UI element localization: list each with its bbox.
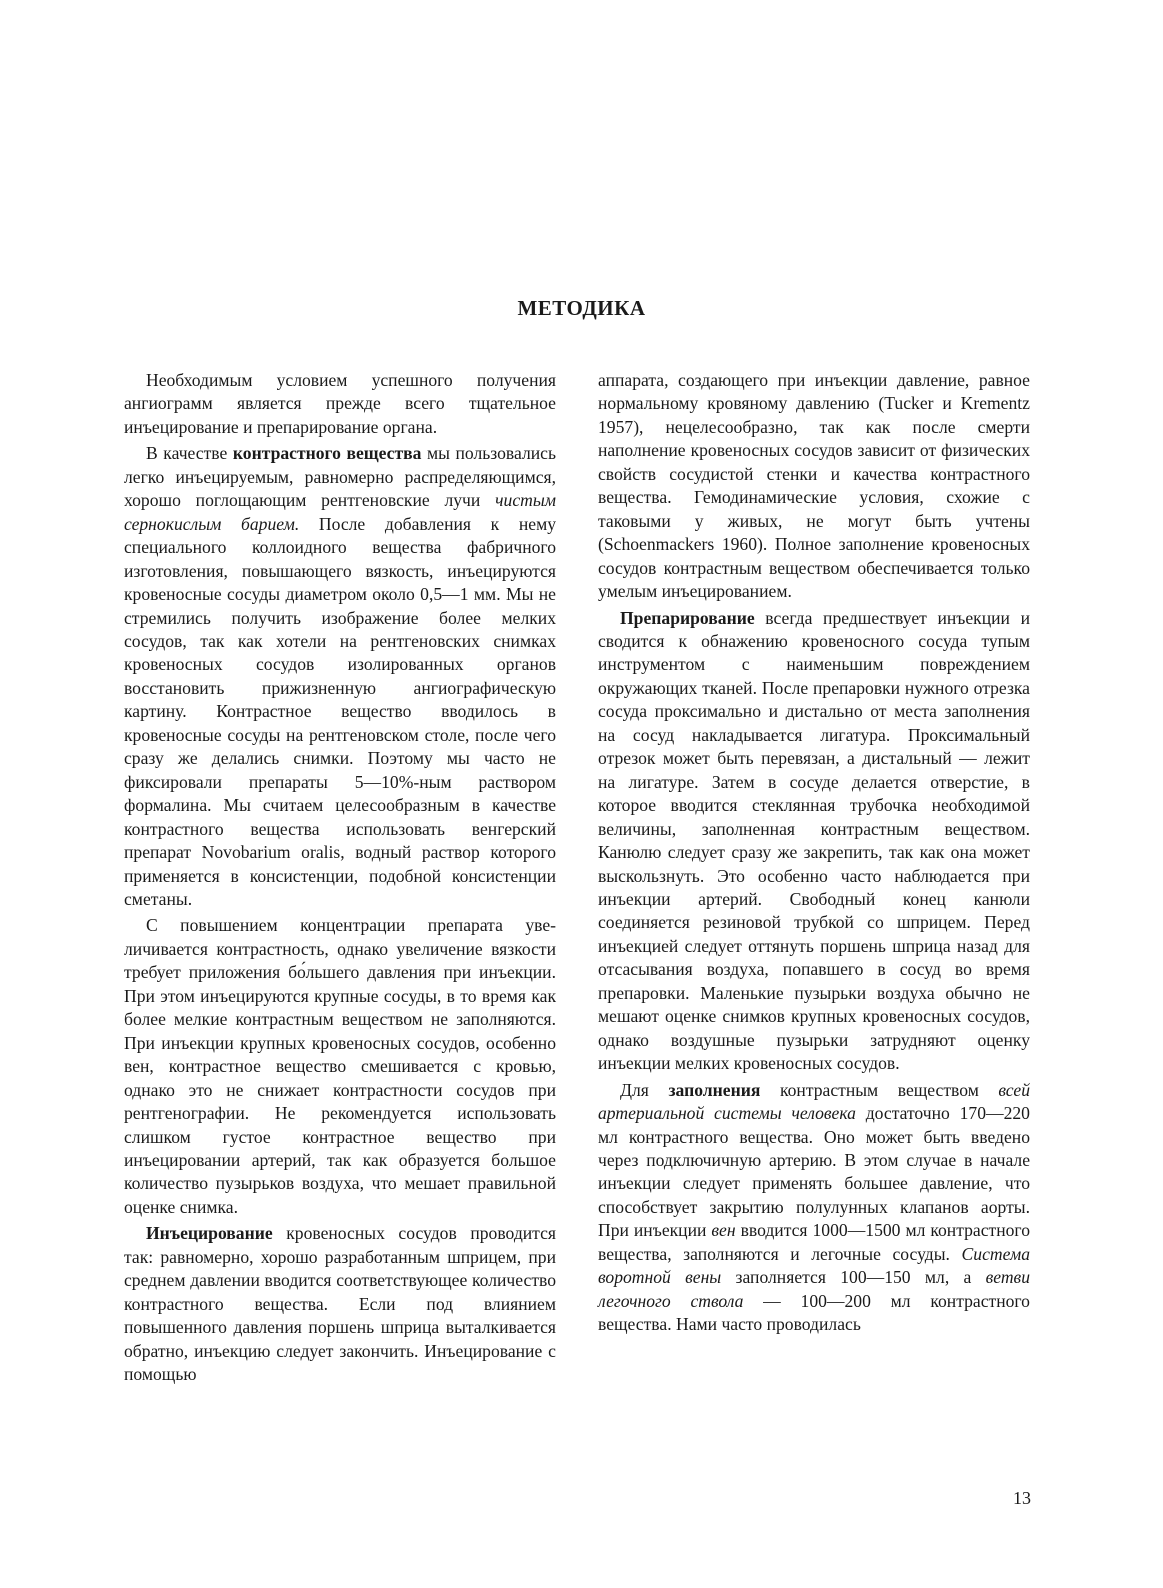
italic-term: Система воротной вены bbox=[598, 1243, 1030, 1288]
bold-term: контрастного вещества bbox=[232, 443, 422, 464]
italic-term: всей артериальной системы человека bbox=[598, 1079, 1030, 1124]
paragraph-text: аппарата, создающего при инъекции давление, равное нормальному кровяному давлению (Tucker и Krementz 1957), нецелесообразно, так как после смерти наполнение кровеносных сосудов зависит от физических свойств сосудистой стенки и качества контрастного вещества. Гемодинамические условия, схожие с таковыми у живых, не могут быть учтены (Schoenmackers 1960). Полное заполнение кровеносных сосудов контрастным веществом обеспечивается только умелым инъецированием. bbox=[598, 370, 1030, 602]
paragraph-text: Для bbox=[620, 1079, 669, 1100]
paragraph-text: заполняется 100—150 мл, а bbox=[721, 1267, 986, 1288]
italic-term: вен bbox=[711, 1220, 736, 1241]
paragraph bbox=[598, 369, 1030, 604]
paragraph-text: После добавления к нему специального коллоидного вещества фабричного изготовления, повышающего вязкость, инъецируются кровеносные сосуды диаметром около 0,5—1 мм. Мы не стремились получить изображение более мелких сосудов, так как хотели на рентгеновских снимках кровеносных сосудов изолированных органов восстановить прижизненную ангиографическую картину. Контрастное вещество вводилось в кровеносные сосуды на рентгеновском столе, после чего сразу же делались снимки. Поэтому мы часто не фиксировали препараты 5—10%-ным раствором формалина. Мы считаем целесообразным в качестве контрастного вещества использовать венгерский препарат Novobarium oralis, водный раствор которого применяется в консистенции, подобной консистенции сметаны. bbox=[124, 513, 556, 909]
paragraph-text: всегда предшествует инъекции и сводится к обнажению кровеносного сосуда тупым инструментом с наименьшим повреждением окружающих тканей. После препаровки нужного отрезка сосуда проксимально и дистально от места заполнения на сосуд накладывается лигатура. Проксимальный отрезок может быть перевязан, а дистальный — лежит на лигатуре. Затем в сосуде делается отверстие, в которое вводится стеклянная трубочка необходимой величины, заполненная контрастным веществом. Канюлю следует сразу же закрепить, так как она может выскользнуть. Это особенно часто наблюдается при инъекции артерий. Свободный конец канюли соединяется резиновой трубкой со шприцем. Перед инъекцией следует оттянуть поршень шприца назад для отсасывания воздуха, попавшего в сосуд во время препаровки. Маленькие пузырьки воздуха обычно не мешают оценке снимков крупных кровеносных сосудов, однако воздушные пузырьки затрудняют оценку инъекции мелких кровеносных сосудов. bbox=[598, 607, 1030, 1074]
left-column bbox=[124, 369, 556, 1386]
page-title: МЕТОДИКА bbox=[517, 296, 646, 320]
paragraph-injection bbox=[124, 1222, 556, 1386]
paragraph-text: мы пользовались легко инъецируемым, равномерно распределяющимся, хорошо поглощающим рентгеновские лучи bbox=[124, 443, 556, 511]
paragraph-text: Необходимым условием успешного получения ангиограмм является прежде всего тщательное инъецирование и препарирование органа. bbox=[124, 370, 556, 437]
paragraph-preparation bbox=[598, 607, 1030, 1076]
right-column bbox=[598, 369, 1030, 1337]
paragraph-text: кровеносных сосудов проводится так: равномерно, хорошо разработанным шприцем, при среднем давлении вводится соответствующее количество контрастного вещества. Если под влиянием повышенного давления поршень шприца выталкивается обратно, инъекцию следует закончить. Инъецирование с помощью bbox=[124, 1223, 556, 1385]
paragraph bbox=[124, 914, 556, 1219]
bold-term: Препарирование bbox=[620, 607, 755, 628]
paragraph-text: — 100—200 мл контрастного вещества. Нами часто проводилась bbox=[598, 1290, 1030, 1335]
paragraph-text: достаточно 170—220 мл контрастного вещества. Оно может быть введено через подключичную артерию. В этом случае в начале инъекции следует применять большее давление, что способствует закрытию полулунных клапанов аорты. При инъекции bbox=[598, 1103, 1030, 1241]
paragraph-text: контрастным веществом bbox=[760, 1079, 999, 1100]
page-number: 13 bbox=[1013, 1488, 1031, 1508]
paragraph-filling bbox=[598, 1079, 1030, 1337]
paragraph-text: В качестве bbox=[146, 443, 233, 464]
bold-term: Инъецирование bbox=[146, 1223, 273, 1244]
paragraph-text: С повышением концентрации препарата увеличивается контрастность, однако увеличение вязкости требует приложения бо́льшего давления при инъекции. При этом инъецируются крупные сосуды, в то время как более мелкие контрастным веществом не заполняются. При инъекции крупных кровеносных сосудов, особенно вен, контрастное вещество смешивается с кровью, однако это не снижает контрастности сосудов при рентгенографии. Не рекомендуется использовать слишком густое контрастное вещество при инъецировании артерий, так как образуется большое количество пузырьков воздуха, что мешает правильной оценке снимка. bbox=[124, 915, 556, 1217]
paragraph-text: вводится 1000—1500 мл контрастного вещества, заполняются и легочные сосуды. bbox=[598, 1220, 1030, 1264]
paragraph-contrast-agent bbox=[124, 442, 556, 911]
paragraph bbox=[124, 369, 556, 439]
italic-term: ветви легочного ствола bbox=[598, 1267, 1030, 1311]
italic-term: чистым сернокислым барием. bbox=[124, 490, 556, 534]
bold-term: заполнения bbox=[668, 1079, 761, 1100]
